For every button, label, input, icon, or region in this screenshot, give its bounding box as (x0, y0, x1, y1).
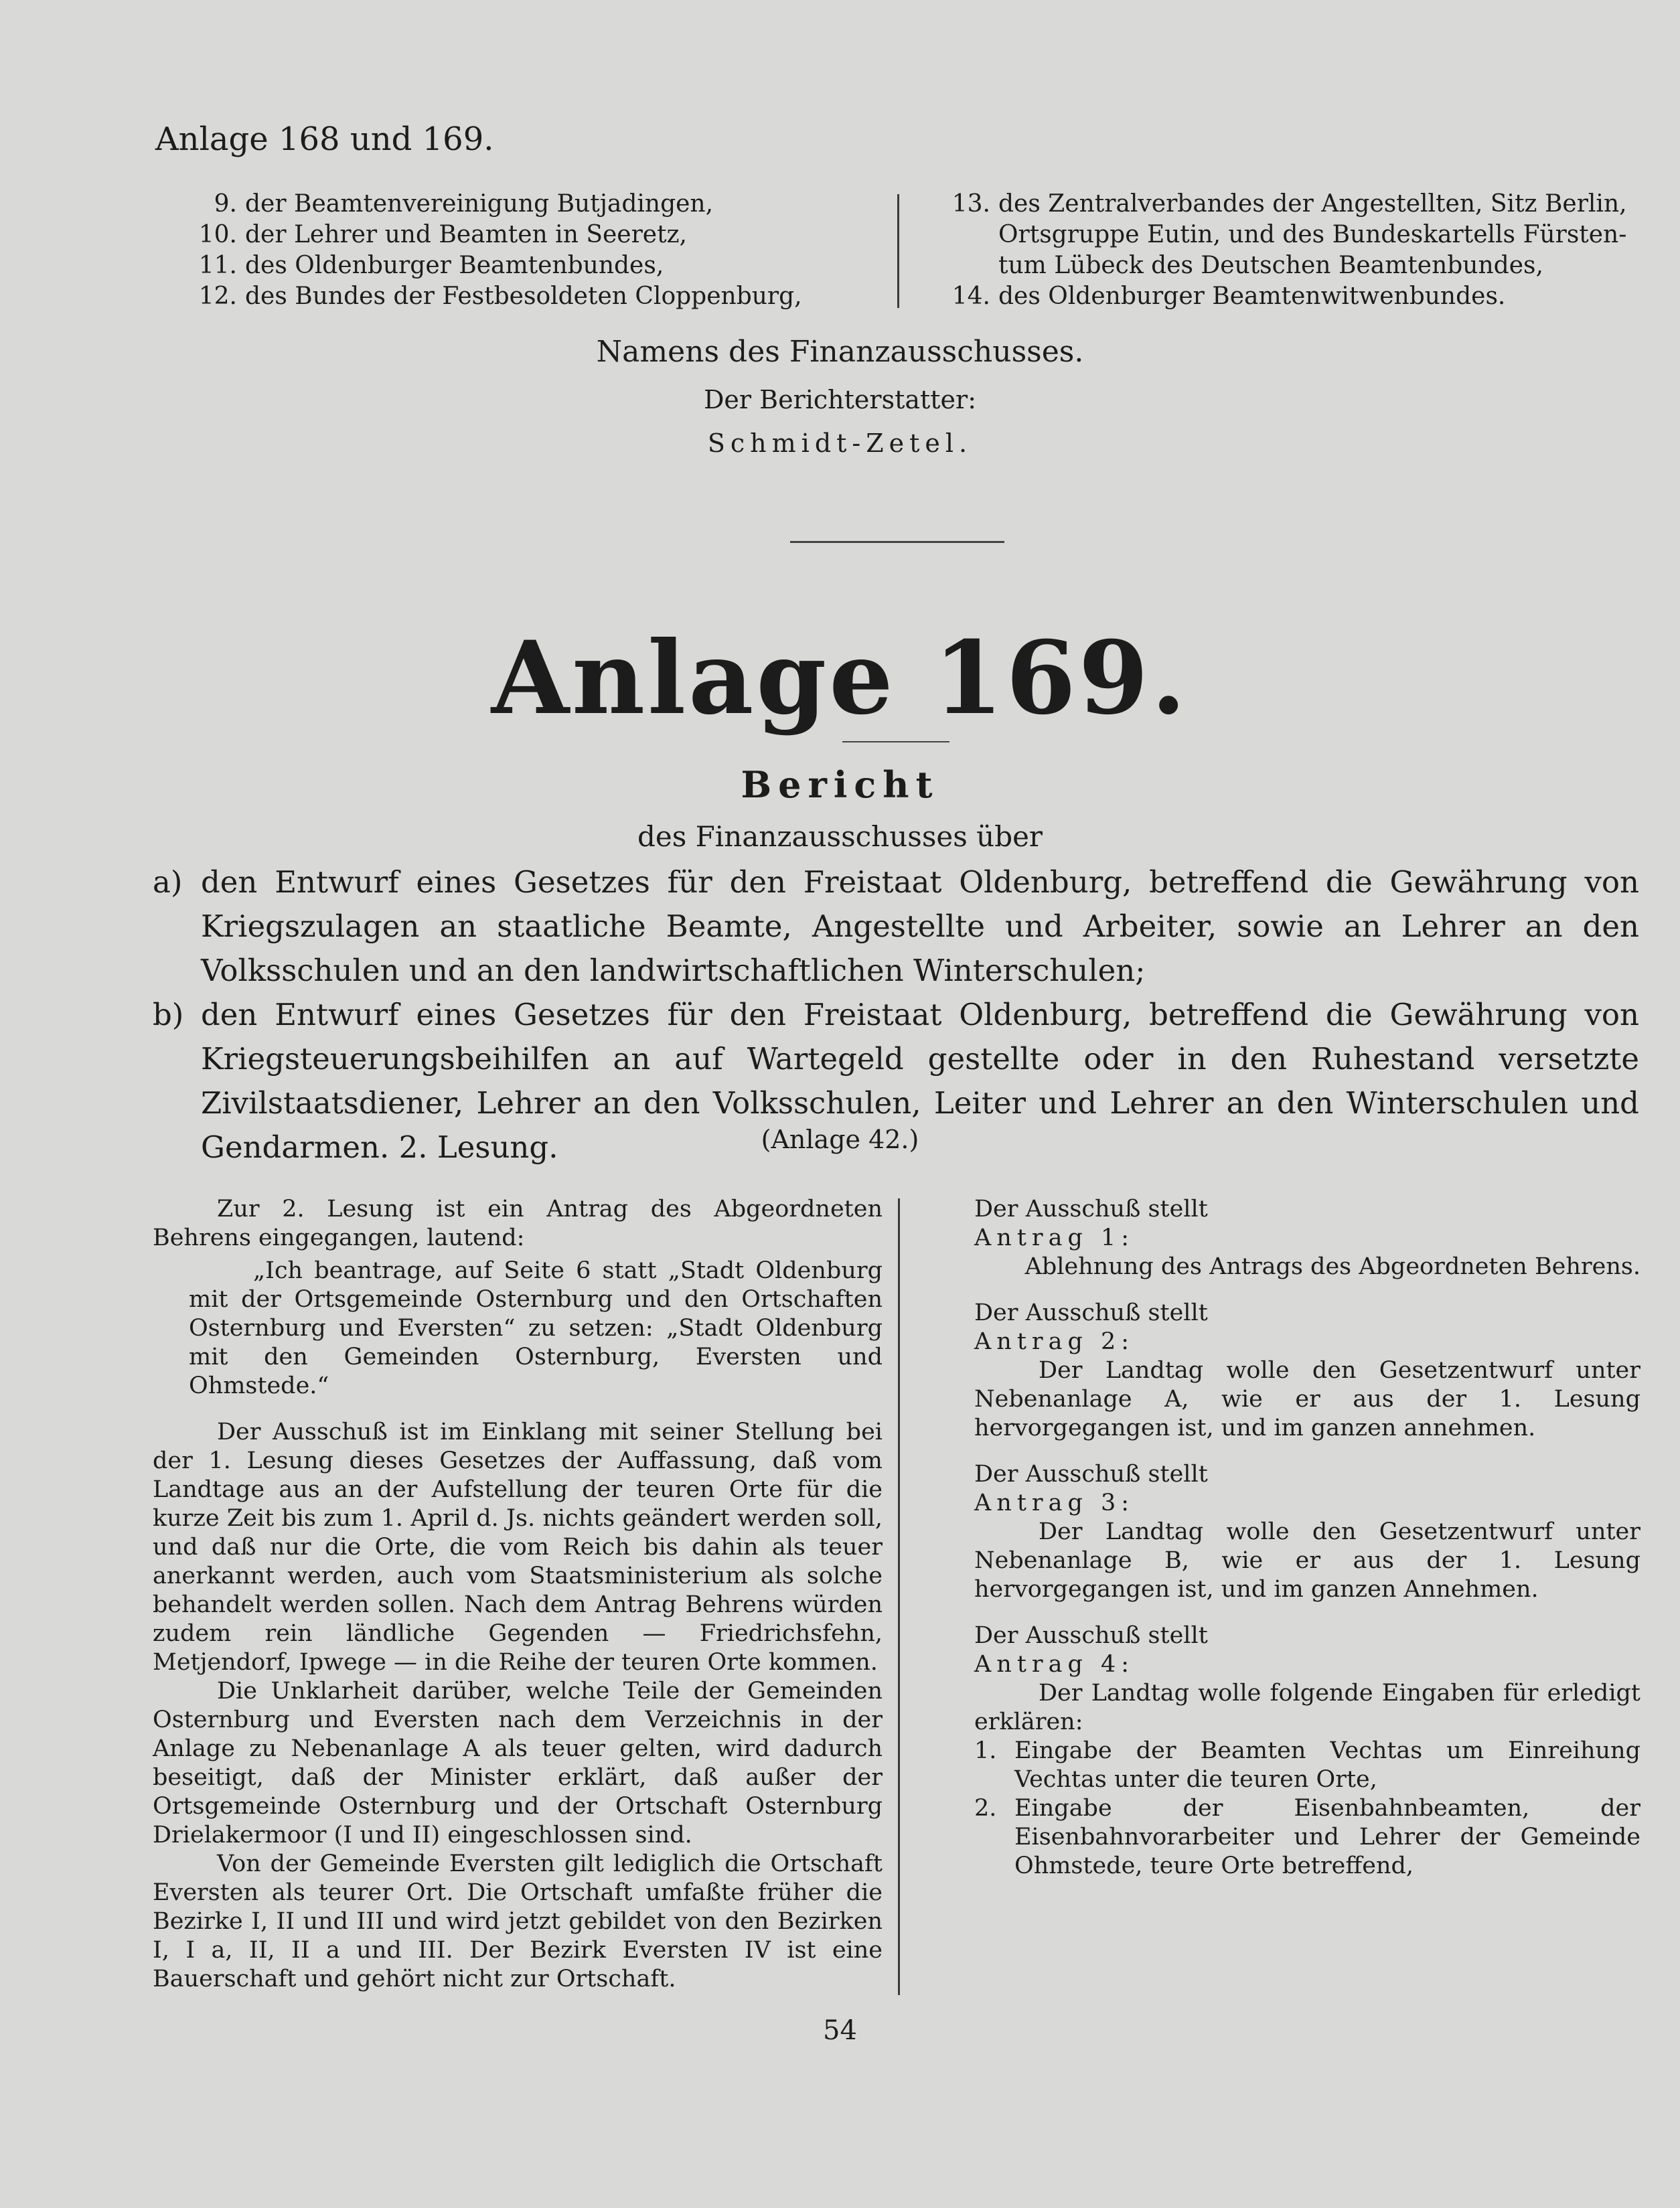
antrag-intro: Der Ausschuß stellt (974, 1622, 1208, 1649)
antrag-intro: Der Ausschuß stellt (974, 1196, 1208, 1223)
list-item: 13. des Zentralverbandes der Angestellten, Sitz Berlin, (951, 190, 1627, 218)
page-header: Anlage 168 und 169. (155, 121, 494, 158)
list-item: 2. Eingabe der Eisenbahnbeamten, der Eisenbahnvorarbeiter und Lehrer der Gemeinde Ohmstede, teure Orte betreffend, (974, 1795, 1640, 1879)
signature-name: Schmidt-Zetel. (707, 428, 973, 458)
quote: „Ich beantrage, auf Seite 6 statt „Stadt Oldenburg mit der Ortsgemeinde Osternburg und den Ortschaften Osternburg und Eversten“ zu setzen: „Stadt Oldenburg mit den Gemeinden Osternburg, Eversten und Ohmstede.“ (189, 1257, 883, 1399)
report-items (153, 860, 1639, 1170)
report-item-b: b) den Entwurf eines Gesetzes für den Freistaat Oldenburg, betreffend die Gewährung von Kriegsteuerungsbeihilfen an auf Wartegeld gestellte oder in den Ruhestand versetzte Zivilstaatsdiener, Lehrer an den Volksschulen, Leiter und Lehrer an den Winterschulen und Gendarmen. 2. Lesung. (153, 997, 1639, 1165)
report-heading: Bericht (741, 763, 939, 806)
paragraph: Zur 2. Lesung ist ein Antrag des Abgeordneten Behrens eingegangen, lautend: (153, 1196, 883, 1251)
page-number: 54 (823, 2015, 857, 2046)
list-item: 14. des Oldenburger Beamtenwitwenbundes. (951, 283, 1506, 310)
list-item: 12. des Bundes der Festbesoldeten Cloppenburg, (198, 283, 802, 310)
top-list-right (947, 189, 1644, 312)
column-divider (897, 194, 899, 308)
paragraph: Der Ausschuß ist im Einklang mit seiner Stellung bei der 1. Lesung dieses Gesetzes der Auffassung, daß vom Landtage aus an der Aufstellung der teuren Orte für die kurze Zeit bis zum 1. April d. Js. nichts geändert werden soll, und daß nur die Orte, die vom Reich bis dahin als teuer anerkannt werden, auch vom Staatsministerium als solche behandelt werden sollen. Nach dem Antrag Behrens würden zudem rein ländliche Gegenden — Friedrichsfehn, Metjendorf, Ipwege — in die Reihe der teuren Orte kommen. (153, 1419, 883, 1676)
antrag-title: Antrag 4: (974, 1651, 1135, 1678)
antrag-title: Antrag 3: (974, 1490, 1135, 1516)
antrag-body: Der Landtag wolle folgende Eingaben für erledigt erklären: (974, 1680, 1640, 1735)
list-item: 11. des Oldenburger Beamtenbundes, (198, 252, 664, 279)
signature-committee: Namens des Finanzausschusses. (596, 335, 1084, 369)
list-item: tum Lübeck des Deutschen Beamtenbundes, (998, 252, 1543, 279)
divider (790, 541, 1004, 543)
report-item-a: a) den Entwurf eines Gesetzes für den Freistaat Oldenburg, betreffend die Gewährung von Kriegszulagen an staatliche Beamte, Angestellte und Arbeiter, sowie an Lehrer an den Volksschulen und an den landwirtschaftlichen Winterschulen; (153, 864, 1639, 988)
paragraph: Von der Gemeinde Eversten gilt lediglich die Ortschaft Eversten als teurer Ort. Die Ortschaft umfaßte früher die Bezirke I, II und III und wird jetzt gebildet von den Bezirken I, I a, II, II a und III. Der Bezirk Eversten IV ist eine Bauerschaft und gehört nicht zur Ortschaft. (153, 1850, 883, 1992)
left-column (153, 1195, 883, 1994)
list-item: 1. Eingabe der Beamten Vechtas um Einreihung Vechtas unter die teuren Orte, (974, 1737, 1640, 1793)
list-item: 10. der Lehrer und Beamten in Seeretz, (198, 221, 687, 248)
divider (842, 741, 949, 742)
antrag-intro: Der Ausschuß stellt (974, 1299, 1208, 1326)
antrag-title: Antrag 1: (974, 1225, 1135, 1251)
right-column (974, 1195, 1640, 1881)
antrag-body: Der Landtag wolle den Gesetzentwurf unter Nebenanlage B, wie er aus der 1. Lesung hervorgegangen ist, und im ganzen Annehmen. (974, 1518, 1640, 1603)
paragraph: Die Unklarheit darüber, welche Teile der Gemeinden Osternburg und Eversten nach dem Verzeichnis in der Anlage zu Nebenanlage A als teuer gelten, wird dadurch beseitigt, daß der Minister erklärt, daß außer der Ortsgemeinde Osternburg und der Ortschaft Osternburg Drielakermoor (I und II) eingeschlossen sind. (153, 1678, 883, 1848)
column-divider (898, 1198, 900, 1995)
page-title: Anlage 169. (491, 619, 1189, 737)
report-subheading: des Finanzausschusses über (637, 820, 1043, 853)
signature-role: Der Berichterstatter: (703, 385, 977, 414)
antrag-body: Der Landtag wolle den Gesetzentwurf unter Nebenanlage A, wie er aus der 1. Lesung hervorgegangen ist, und im ganzen annehmen. (974, 1357, 1640, 1441)
reference: (Anlage 42.) (761, 1125, 919, 1154)
list-item: Ortsgruppe Eutin, und des Bundeskartells Fürsten- (998, 221, 1627, 248)
antrag-body: Ablehnung des Antrags des Abgeordneten Behrens. (1024, 1253, 1640, 1280)
antrag-title: Antrag 2: (974, 1328, 1135, 1355)
antrag-intro: Der Ausschuß stellt (974, 1461, 1208, 1488)
top-list-left (194, 189, 877, 312)
list-item: 9. der Beamtenvereinigung Butjadingen, (214, 190, 714, 218)
